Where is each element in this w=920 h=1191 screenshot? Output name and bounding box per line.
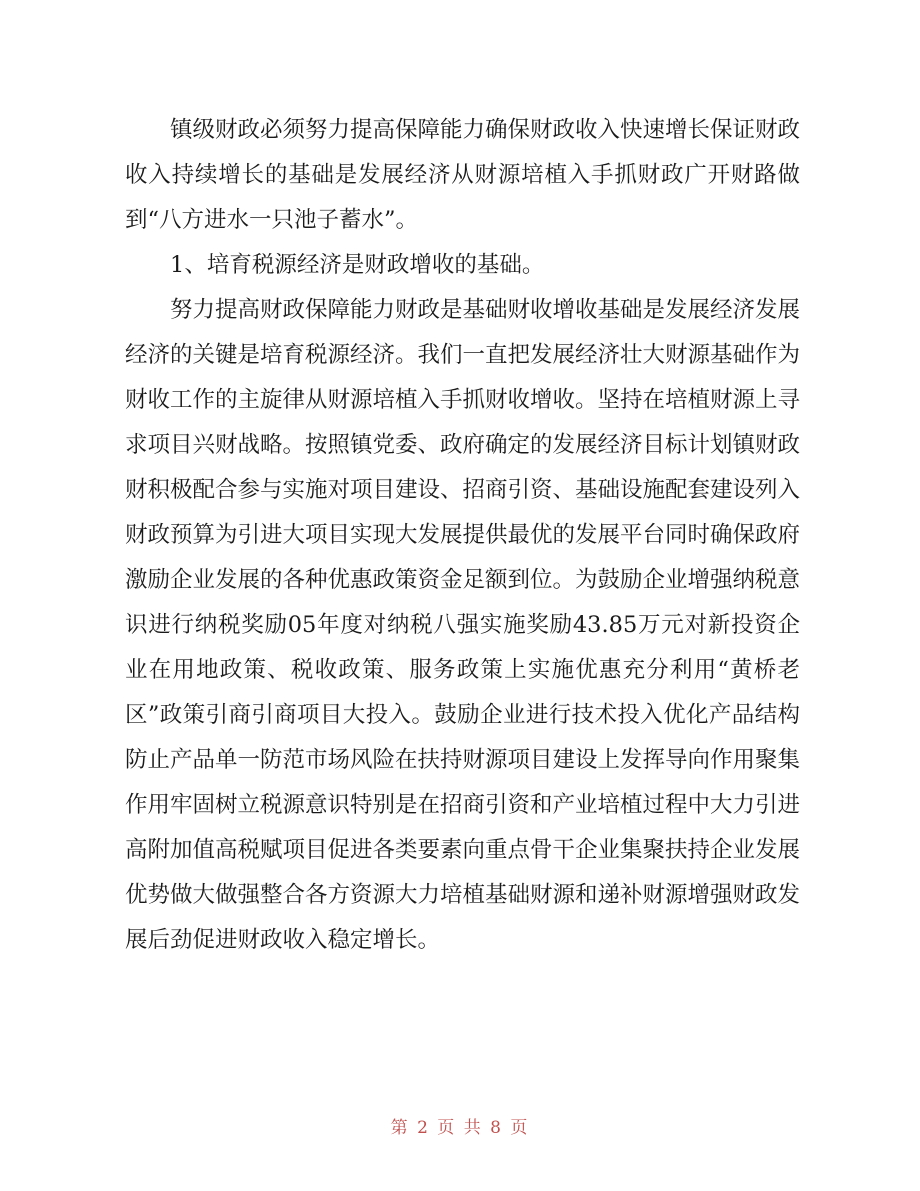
document-body: [125, 108, 800, 963]
paragraph-heading-1: 1、培育税源经济是财政增收的基础。: [170, 252, 545, 278]
page-footer: 第 2 页 共 8 页: [390, 1118, 530, 1138]
paragraph-main: 努力提高财政保障能力财政是基础财收增收基础是发展经济发展经济的关键是培育税源经济。我们一直把发展经济壮大财源基础作为财收工作的主旋律从财源培植入手抓财收增收。坚持在培植财源上寻求项目兴财战略。按照镇党委、政府确定的发展经济目标计划镇财政财积极配合参与实施对项目建设、招商引资、基础设施配套建设列入财政预算为引进大项目实现大发展提供最优的发展平台同时确保政府激励企业发展的各种优惠政策资金足额到位。为鼓励企业增强纳税意识进行纳税奖励05年度对纳税八强实施奖励43.85万元对新投资企业在用地政策、税收政策、服务政策上实施优惠充分利用“黄桥老区”政策引商引商项目大投入。鼓励企业进行技术投入优化产品结构防止产品单一防范市场风险在扶持财源项目建设上发挥导向作用聚集作用牢固树立税源意识特别是在招商引资和产业培植过程中大力引进高附加值高税赋项目促进各类要素向重点骨干企业集聚扶持企业发展优势做大做强整合各方资源大力培植基础财源和递补财源增强财政发展后劲促进财政收入稳定增长。: [125, 297, 801, 953]
paragraph-intro: 镇级财政必须努力提高保障能力确保财政收入快速增长保证财政收入持续增长的基础是发展经济从财源培植入手抓财政广开财路做到“八方进水一只池子蓄水”。: [125, 117, 801, 233]
